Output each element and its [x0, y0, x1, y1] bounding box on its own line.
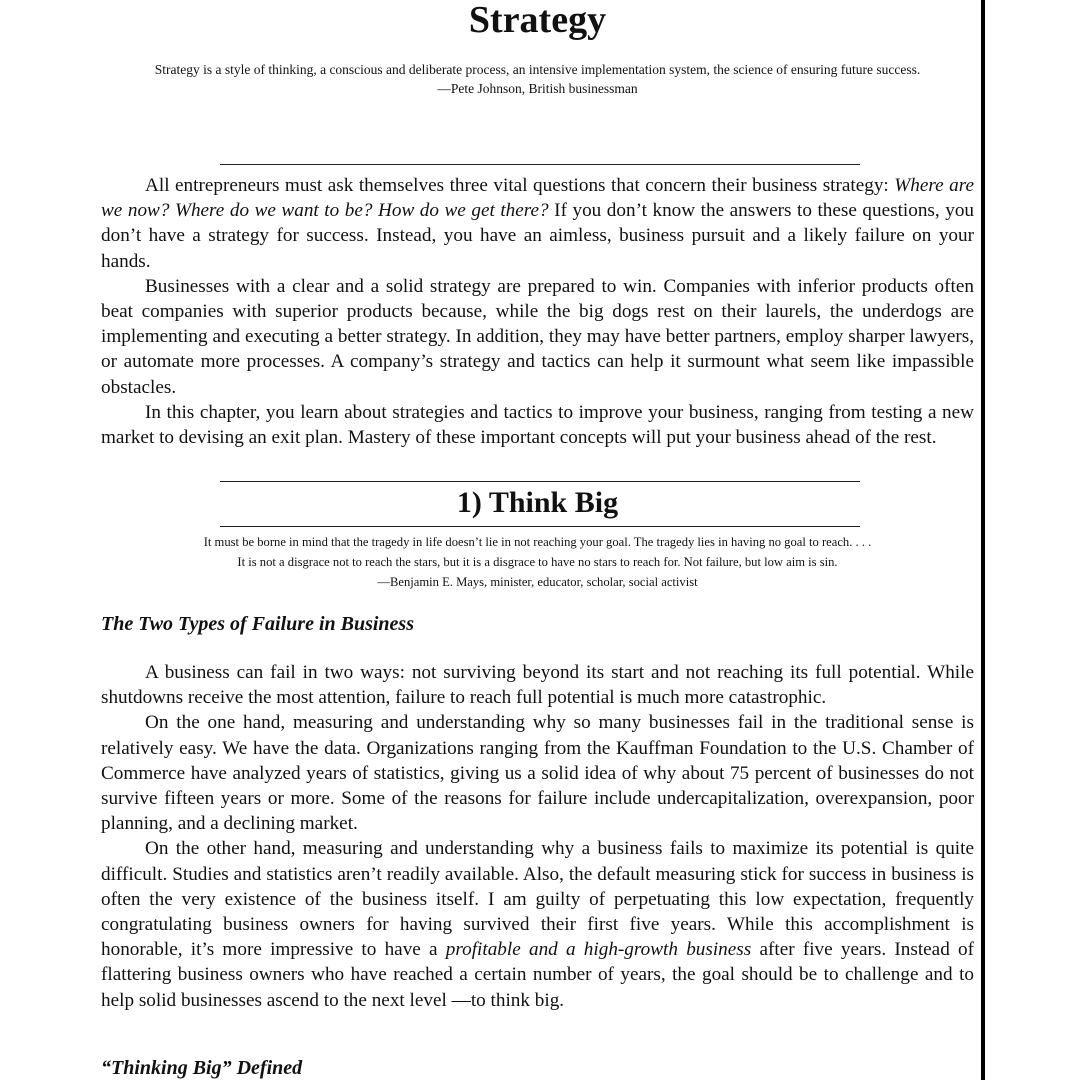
- section-paragraph-1: A business can fail in two ways: not surviving beyond its start and not reaching its full potential. While shutdowns receive the most attention, failure to reach full potential is much more catastrophic.: [101, 662, 974, 709]
- section-epigraph-line2: It is not a disgrace not to reach the stars, but it is a disgrace to have no stars to reach for. Not failure, but low aim is sin.: [237, 555, 838, 569]
- section-paragraph-2: On the one hand, measuring and understanding why so many businesses fail in the traditional sense is relatively easy. We have the data. Organizations ranging from the Kauffman Foundation to the U.S. Chamber of Commerce have analyzed years of statistics, giving us a solid idea of why about 75 percent of businesses do not survive fifteen years or more. Some of the reasons for failure include undercapitalization, overexpansion, poor planning, and a declining market.: [101, 712, 974, 835]
- section-epigraph-attribution: —Benjamin E. Mays, minister, educator, scholar, social activist: [377, 575, 698, 589]
- chapter-intro: [101, 173, 974, 450]
- subheading-failure-types: The Two Types of Failure in Business: [101, 613, 414, 635]
- chapter-epigraph: [100, 60, 975, 98]
- section-paragraph-3: On the other hand, measuring and understanding why a business fails to maximize its potential is quite difficult. Studies and statistics aren’t readily available. Also, the default measuring stick for success in business is often the very existence of the business itself. I am guilty of perpetuating this low expectation, frequently congratulating business owners for having survived their first five years. While this accomplishment is honorable, it’s more impressive to have a profitable and a high-growth business after five years. Instead of flattering business owners who have reached a certain number of years, the goal should be to challenge and to help solid businesses ascend to the next level —to think big.: [101, 838, 975, 1011]
- divider-rule: [220, 164, 860, 165]
- chapter-epigraph-quote: Strategy is a style of thinking, a conscious and deliberate process, an intensive implementation system, the science of ensuring future success.: [154, 62, 921, 77]
- divider-rule: [220, 526, 860, 527]
- section-epigraph-line1: It must be borne in mind that the tragedy in life doesn’t lie in not reaching your goal. The tragedy lies in having no goal to reach. . . .: [203, 535, 872, 549]
- divider-rule: [220, 481, 860, 482]
- subheading-thinking-big: “Thinking Big” Defined: [101, 1057, 303, 1079]
- intro-paragraph-2: Businesses with a clear and a solid strategy are prepared to win. Companies with inferior products often beat companies with superior products because, while the big dogs rest on their laurels, the underdogs are implementing and executing a better strategy. In addition, they may have better partners, employ sharper lawyers, or automate more processes. A company’s strategy and tactics can help it surmount what seem like impassible obstacles.: [101, 275, 974, 398]
- emphasis-profitable-growth: profitable and a high-growth business: [445, 939, 752, 961]
- intro-paragraph-1: All entrepreneurs must ask themselves three vital questions that concern their business strategy: Where are we now? Where do we want to be? How do we get there? If you don’t know the answers to these questions, you don’t have a strategy for success. Instead, you have an aimless, business pursuit and a likely failure on your hands.: [101, 175, 975, 272]
- intro-paragraph-3: In this chapter, you learn about strategies and tactics to improve your business, ranging from testing a new market to devising an exit plan. Mastery of these important concepts will put your business ahead of the rest.: [101, 401, 974, 449]
- key-questions: Where are we now? Where do we want to be? How do we get there?: [101, 175, 974, 222]
- section-epigraph: [95, 532, 980, 592]
- chapter-title: Strategy: [468, 0, 607, 41]
- section-body: [101, 660, 974, 1013]
- page-edge-border: [981, 0, 985, 1080]
- chapter-epigraph-attribution: —Pete Johnson, British businessman: [437, 81, 638, 96]
- section-title: 1) Think Big: [456, 486, 619, 519]
